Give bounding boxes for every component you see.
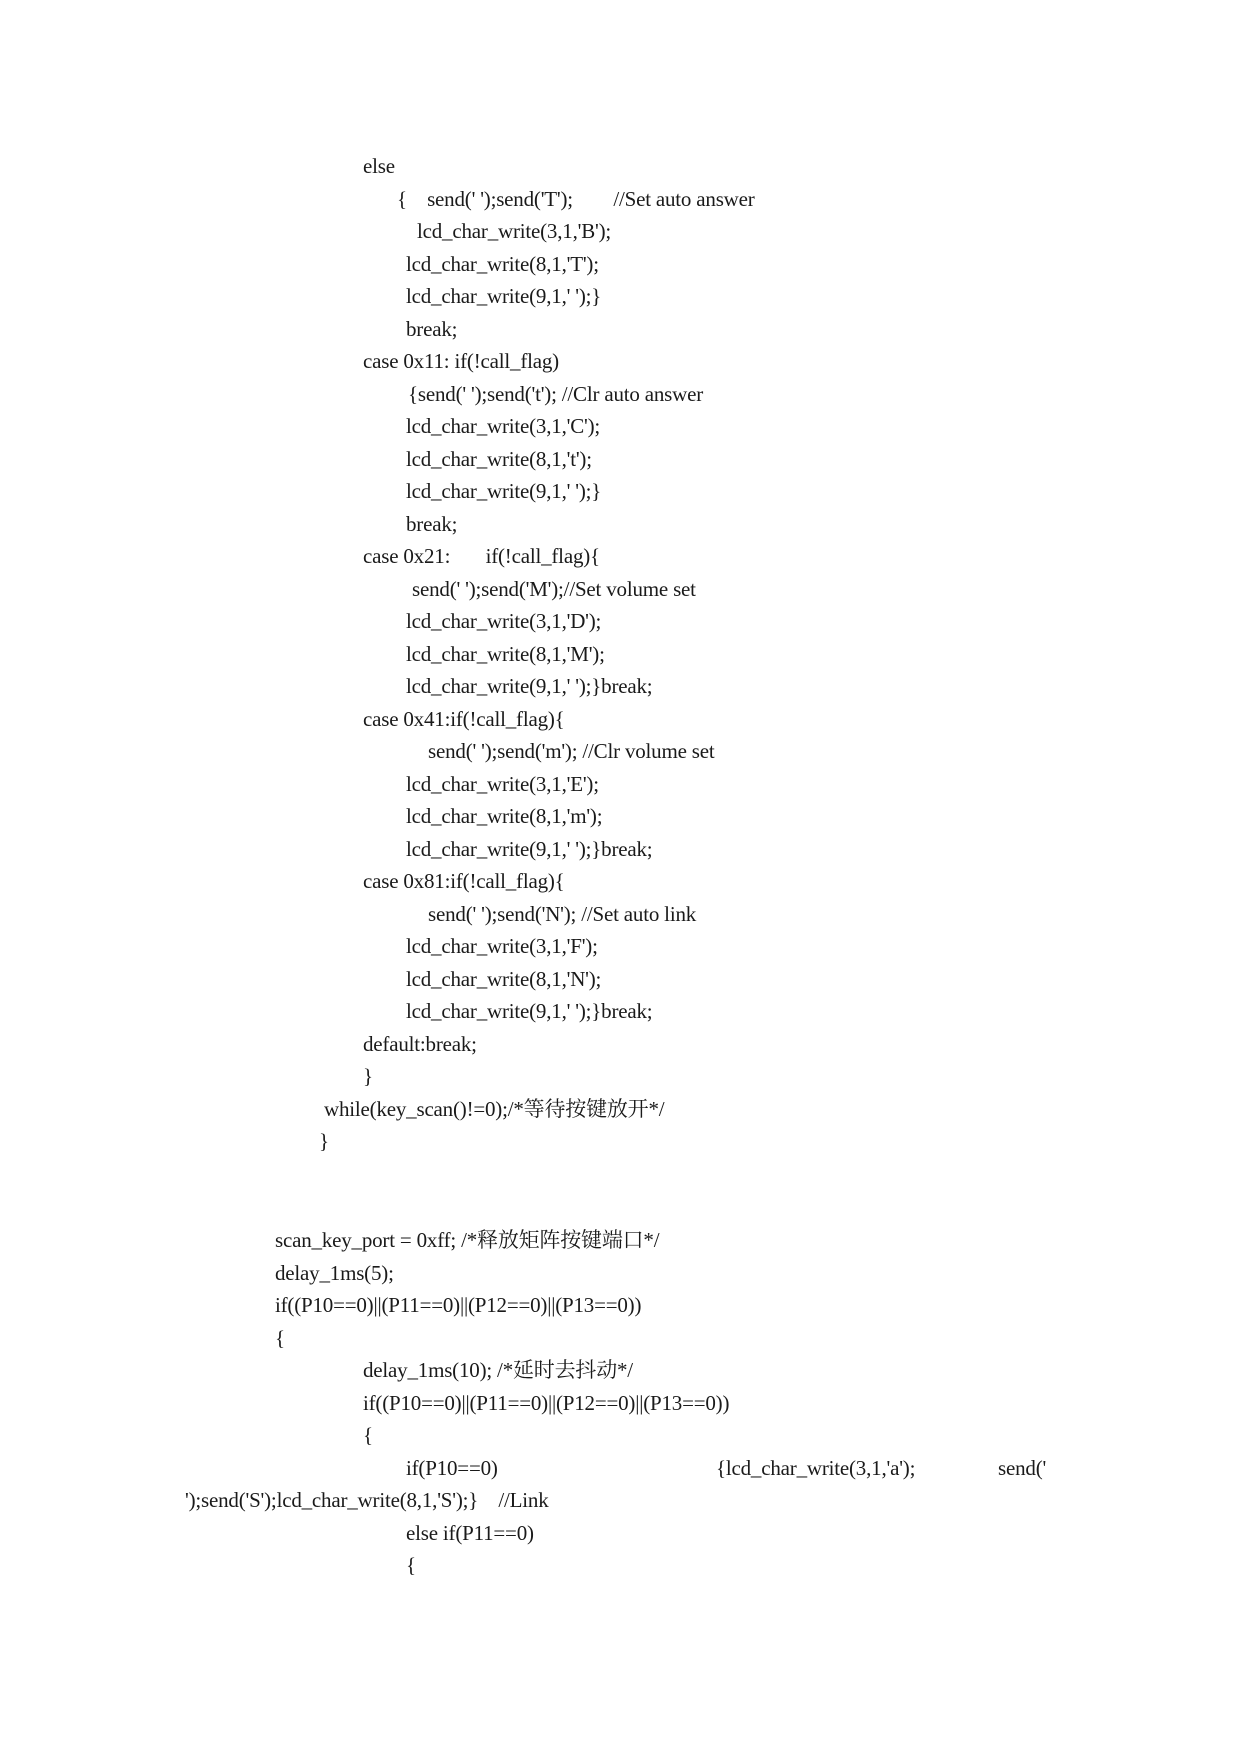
code-line: while(key_scan()!=0);/*等待按键放开*/: [324, 1097, 665, 1121]
code-line: default:break;: [363, 1032, 477, 1056]
code-line: lcd_char_write(9,1,' ');}break;: [406, 837, 653, 861]
code-line: lcd_char_write(8,1,'t');: [406, 447, 592, 471]
code-line: {send(' ');send('t'); //Clr auto answer: [408, 382, 704, 406]
code-line: break;: [406, 512, 458, 536]
code-line: lcd_char_write(9,1,' ');}: [406, 284, 602, 308]
code-line: {: [406, 1553, 416, 1577]
code-line: case 0x41:if(!call_flag){: [363, 707, 565, 731]
code-line: send(': [998, 1456, 1047, 1480]
code-line: delay_1ms(10); /*延时去抖动*/: [363, 1358, 633, 1382]
code-line: lcd_char_write(9,1,' ');}: [406, 479, 602, 503]
code-line: lcd_char_write(3,1,'B');: [417, 219, 612, 243]
code-line: lcd_char_write(3,1,'C');: [406, 414, 601, 438]
code-line: lcd_char_write(8,1,'N');: [406, 967, 602, 991]
code-line: }: [363, 1064, 373, 1088]
code-line: {: [363, 1423, 373, 1447]
code-line: lcd_char_write(3,1,'D');: [406, 609, 602, 633]
code-line: lcd_char_write(9,1,' ');}break;: [406, 999, 653, 1023]
code-line: lcd_char_write(8,1,'T');: [406, 252, 599, 276]
code-line: }: [319, 1129, 329, 1153]
code-line: else if(P11==0): [406, 1521, 534, 1545]
code-line: {: [275, 1326, 285, 1350]
code-line: send(' ');send('M');//Set volume set: [412, 577, 696, 601]
code-line: { send(' ');send('T'); //Set auto answer: [397, 187, 755, 211]
code-line: scan_key_port = 0xff; /*释放矩阵按键端口*/: [275, 1228, 660, 1252]
code-line: break;: [406, 317, 458, 341]
code-line: if(P10==0): [406, 1456, 498, 1480]
code-line: send(' ');send('m'); //Clr volume set: [428, 739, 715, 763]
code-line: else: [363, 154, 395, 178]
code-line: lcd_char_write(8,1,'M');: [406, 642, 605, 666]
code-line: lcd_char_write(8,1,'m');: [406, 804, 603, 828]
code-line: case 0x81:if(!call_flag){: [363, 869, 565, 893]
code-line: send(' ');send('N'); //Set auto link: [428, 902, 697, 926]
code-line: case 0x11: if(!call_flag): [363, 349, 559, 373]
code-line: if((P10==0)||(P11==0)||(P12==0)||(P13==0)): [275, 1293, 642, 1317]
code-line: lcd_char_write(3,1,'F');: [406, 934, 598, 958]
code-line: lcd_char_write(9,1,' ');}break;: [406, 674, 653, 698]
code-line: if((P10==0)||(P11==0)||(P12==0)||(P13==0)): [363, 1391, 730, 1415]
code-line: {lcd_char_write(3,1,'a');: [716, 1456, 916, 1480]
code-line: lcd_char_write(3,1,'E');: [406, 772, 599, 796]
code-line: case 0x21: if(!call_flag){: [363, 544, 600, 568]
code-line: ');send('S');lcd_char_write(8,1,'S');} //Link: [185, 1488, 549, 1512]
code-line: delay_1ms(5);: [275, 1261, 394, 1285]
